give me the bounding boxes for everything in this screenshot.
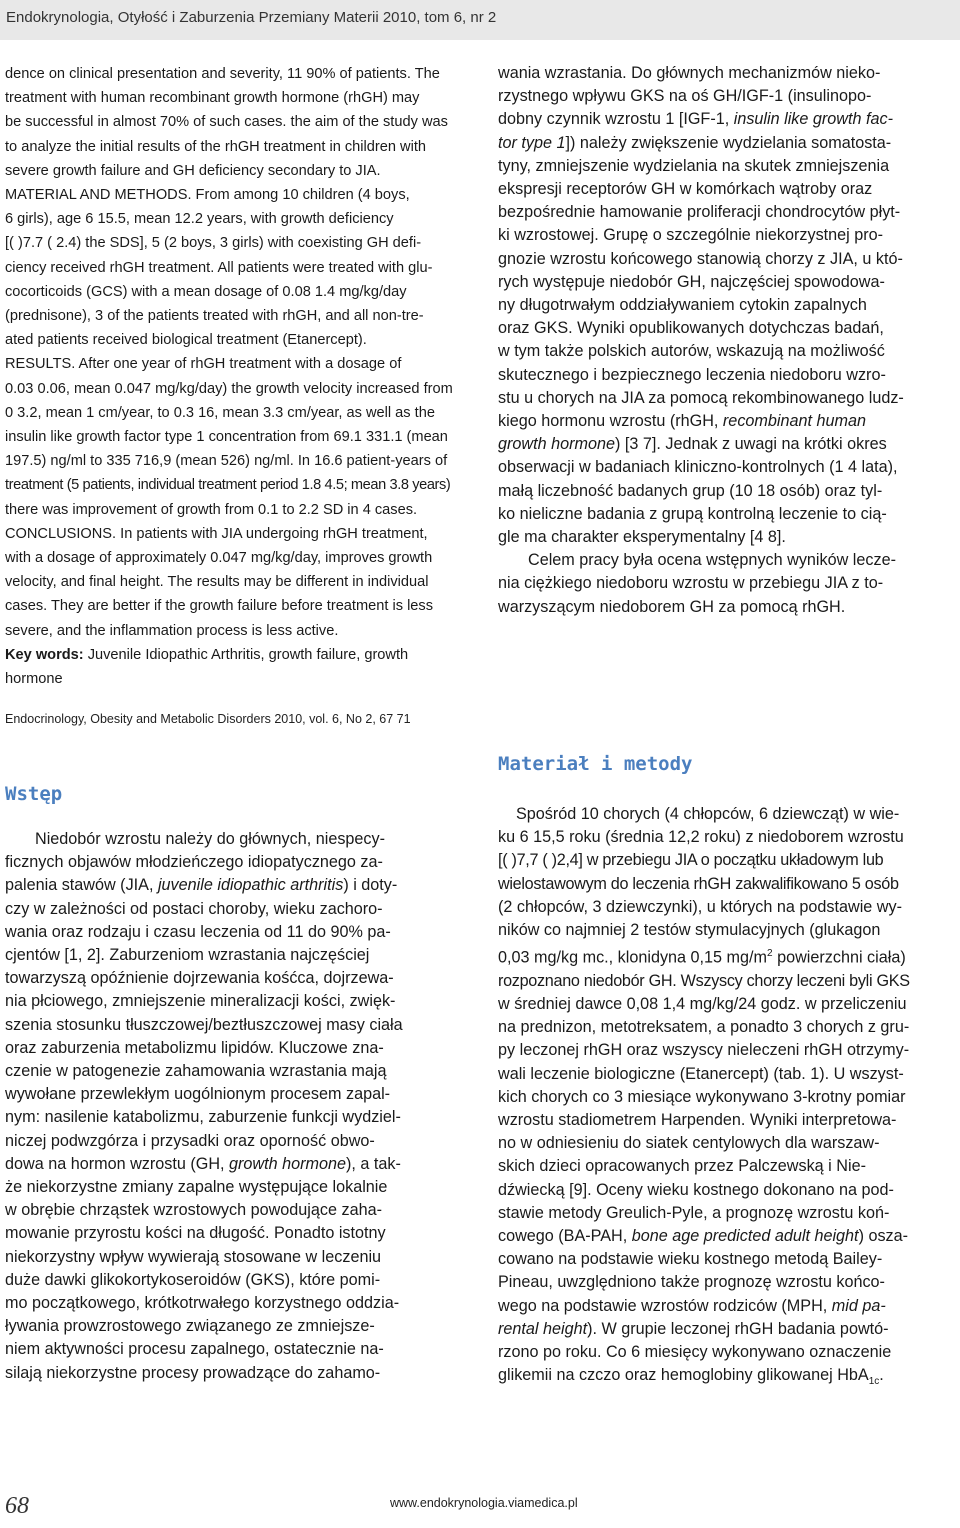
intro-line: nia płciowego, zmniejszenie mineralizacji kości, zwięk- [5, 992, 396, 1011]
abstract-line: dence on clinical presentation and severity, 11 90% of patients. The [5, 66, 440, 82]
abstract-line: ciency received rhGH treatment. All patients were treated with glu- [5, 259, 433, 276]
intro-line: cjentów [1, 2]. Zaburzeniom wzrastania najczęściej [5, 946, 370, 965]
intro-body [5, 828, 465, 1385]
abstract-line: severe, and the inflammation process is less active. [5, 622, 339, 639]
abstract-line: MATERIAL AND METHODS. From among 10 children (4 boys, [5, 187, 410, 204]
intro-line: skutecznego i bezpiecznego leczenia niedoboru wzro- [498, 365, 886, 384]
intro-line: wania oraz rodzaju i czasu leczenia od 11 do 90% pa- [5, 922, 391, 941]
intro-line: tyny, zmniejszenie wydzielania na skutek zmniejszenia [498, 156, 890, 175]
methods-line: rozpoznano niedobór GH. Wszyscy chorzy leczeni byli GKS [498, 971, 910, 990]
intro-line: Niedobór wzrostu należy do głównych, niespecy- [35, 830, 386, 848]
methods-line: (2 chłopców, 3 dziewczynki), u których na podstawie wy- [498, 897, 902, 916]
methods-text: powierzchni ciała) [772, 948, 906, 967]
keywords-text: Juvenile Idiopathic Arthritis, growth failure, growth [83, 646, 409, 663]
methods-heading: Materiał i metody [498, 753, 693, 775]
methods-line: skich dzieci opracowanych przez Palczewską i Nie- [498, 1157, 866, 1176]
intro-line: ny długotrwałym oddziaływaniem cytokin zapalnych [498, 296, 867, 315]
intro-line: mo początkowego, krótkotrwałego korzystnego oddzia- [5, 1294, 400, 1313]
intro-line: czenie w patogenezie zahamowania wzrastania mają [5, 1062, 387, 1081]
intro-line: niekorzystny wpływ wywierają stosowane w leczeniu [5, 1247, 382, 1266]
intro-line: dowa na hormon wzrostu (GH, growth hormone), a tak- [5, 1154, 401, 1173]
keywords [5, 643, 465, 667]
intro-line: palenia stawów (JIA, juvenile idiopathic arthritis) i doty- [5, 876, 398, 895]
abstract [5, 62, 465, 691]
methods-text: glikemii na czczo oraz hemoglobiny glikowanej HbA [498, 1366, 869, 1385]
methods-line: wali leczenie biologiczne (Etanercept) (tab. 1). U wszyst- [498, 1064, 904, 1083]
methods-line: wego na podstawie wzrostów rodziców (MPH, mid pa- [498, 1296, 886, 1315]
intro-line: małą liczebność badanych grup (10 18 osób) oraz tyl- [498, 481, 883, 500]
intro-line: rych występuje niedobór GH, najczęściej spowodowa- [498, 272, 885, 291]
journal-header [0, 0, 960, 40]
methods-line: w średniej dawce 0,08 1,4 mg/kg/24 godz. w przeliczeniu [498, 995, 907, 1014]
methods-body [498, 803, 956, 1394]
methods-line: ników co najmniej 2 testów stymulacyjnych (glukagon [498, 921, 881, 940]
methods-text: . [879, 1366, 884, 1385]
keywords-continued: hormone [5, 671, 63, 688]
abstract-line: be successful in almost 70% of such cases. the aim of the study was [5, 114, 448, 131]
intro-line: niczej podwzgórza i przysadki oraz oporność obwo- [5, 1131, 375, 1150]
methods-line: wzrostu stadiometrem Harpenden. Wyniki interpretowa- [498, 1111, 897, 1130]
intro-line: duże dawki glikokortykoseroidów (GKS), które pomi- [5, 1270, 381, 1289]
journal-header-title: Endokrynologia, Otyłość i Zaburzenia Przemiany Materii 2010, tom 6, nr 2 [6, 9, 497, 26]
abstract-line: 0.03 0.06, mean 0.047 mg/kg/day) the growth velocity increased from [5, 380, 453, 397]
methods-text: 0,03 mg/kg mc., klonidyna 0,15 mg/m [498, 948, 768, 967]
abstract-line: velocity, and final height. The results may be different in individual [5, 574, 429, 591]
abstract-line: RESULTS. After one year of rhGH treatment with a dosage of [5, 356, 402, 373]
abstract-line: cases. They are better if the growth failure before treatment is less [5, 598, 434, 615]
intro-line: growth hormone) [3 7]. Jednak z uwagi na krótki okres [498, 435, 887, 454]
abstract-line: insulin like growth factor type 1 concentration from 69.1 331.1 (mean [5, 429, 448, 446]
footer-url[interactable]: www.endokrynologia.viamedica.pl [390, 1496, 578, 1510]
intro-line: gle ma charakter eksperymentalny [4 8]. [498, 528, 786, 547]
intro-line: w obrębie chrząstek wzrostowych powodujące zaha- [5, 1201, 382, 1220]
methods-line: [( )7,7 ( )2,4] w przebiegu JIA o początku układowym lub [498, 851, 884, 870]
intro-line: w tym także polskich autorów, wskazują na możliwość [498, 342, 885, 361]
methods-line: cowego (BA-PAH, bone age predicted adult height) osza- [498, 1227, 909, 1246]
intro-line: czy w zależności od postaci choroby, wieku zachoro- [5, 899, 383, 918]
intro-line: rzystnego wpływu GKS na oś GH/IGF-1 (insulinopo- [498, 87, 872, 106]
abstract-line: to analyze the initial results of the rhGH treatment in children with [5, 138, 426, 155]
intro-line: bezpośrednie hamowanie proliferacji chondrocytów płyt- [498, 203, 901, 222]
intro-line: Celem pracy była ocena wstępnych wyników lecze- [528, 551, 896, 570]
abstract-line: 6 girls), age 6 15.5, mean 12.2 years, with growth deficiency [5, 211, 394, 228]
intro-line: ekspresji receptorów GH w komórkach wątroby oraz [498, 180, 873, 199]
methods-line: ku 6 15,5 roku (średnia 12,2 roku) z niedoborem wzrostu [498, 828, 904, 847]
abstract-line: 0 3.2, mean 1 cm/year, to 0.3 16, mean 3.3 cm/year, as well as the [5, 404, 435, 421]
intro-line: oraz GKS. Wyniki opublikowanych dotychczas badań, [498, 319, 884, 338]
abstract-line: ated patients received biological treatment (Etanercept). [5, 332, 367, 349]
intro-line: dobny czynnik wzrostu 1 [IGF-1, insulin like growth fac- [498, 110, 893, 129]
abstract-line: 197.5) ng/ml to 335 716,9 (mean 526) ng/ml. In 16.6 patient-years of [5, 453, 448, 470]
intro-line: nym: nasilenie katabolizmu, zaburzenie funkcji wydziel- [5, 1108, 401, 1127]
methods-line [498, 1364, 956, 1393]
intro-line: że niekorzystne zmiany zapalne występujące lokalnie [5, 1178, 388, 1197]
abstract-line: severe growth failure and GH deficiency secondary to JIA. [5, 162, 381, 179]
intro-line: wywołane przewlekłym uogólnionym procesem zapal- [5, 1085, 391, 1104]
methods-line: stawie metody Greulich-Pyle, a prognozę wzrostu koń- [498, 1203, 890, 1222]
methods-line: dźwiecką [9]. Oceny wieku kostnego dokonano na pod- [498, 1180, 894, 1199]
intro-line: nia ciężkiego niedoboru wzrostu w przebiegu JIA z to- [498, 574, 884, 593]
intro-line: oraz zaburzenia metabolizmu lipidów. Kluczowe zna- [5, 1038, 384, 1057]
abstract-line: [( )7.7 ( 2.4) the SDS], 5 (2 boys, 3 girls) with coexisting GH defi- [5, 235, 422, 252]
intro-line: stu u chorych na JIA za pomocą rekombinowanego ludz- [498, 388, 904, 407]
methods-line: py leczonej rhGH oraz wszyscy nieleczeni rhGH otrzymy- [498, 1041, 910, 1060]
methods-line: Pineau, uwzględniono także prognozę wzrostu końco- [498, 1273, 885, 1292]
intro-line: gnozie wzrostu końcowego stanowią chorzy z JIA, u któ- [498, 249, 903, 268]
abstract-line: cocorticoids (GCS) with a mean dosage of 0.08 1.4 mg/kg/day [5, 283, 407, 300]
intro-line: ko nieliczne badania z grupą kontrolną leczenie to cią- [498, 504, 887, 523]
intro-heading: Wstęp [5, 783, 63, 805]
intro-line: obserwacji w badaniach kliniczno-kontrolnych (1 4 lata), [498, 458, 898, 477]
intro-line: silają niekorzystne procesy prowadzące do zahamo- [5, 1363, 381, 1382]
intro-line: ływania prowzrostowego związanego ze zmniejsze- [5, 1317, 375, 1336]
keywords-label: Key words: [5, 646, 84, 663]
intro-continued [498, 62, 956, 619]
intro-line: niem aktywności procesu zapalnego, ostatecznie na- [5, 1340, 384, 1359]
intro-line: warzyszącym niedoborem GH za pomocą rhGH. [498, 597, 846, 616]
abstract-line: CONCLUSIONS. In patients with JIA undergoing rhGH treatment, [5, 525, 428, 542]
intro-line: ki wzrostowej. Grupę o szczególnie niekorzystnej pro- [498, 226, 884, 245]
methods-line: kich chorych co 3 miesiące wykonywano 3-krotny pomiar [498, 1087, 906, 1106]
intro-line: towarzyszą opóźnienie dojrzewania kośćca, dojrzewa- [5, 969, 394, 988]
subscript: 1c [868, 1376, 880, 1388]
intro-line: tor type 1]) należy zwiększenie wydzielania somatosta- [498, 133, 892, 152]
methods-line: Spośród 10 chorych (4 chłopców, 6 dziewcząt) w wie- [516, 805, 900, 823]
methods-line [498, 942, 956, 970]
abstract-line: there was improvement of growth from 0.1 to 2.2 SD in 4 cases. [5, 501, 418, 518]
page-number: 68 [5, 1493, 29, 1519]
intro-line: kiego hormonu wzrostu (rhGH, recombinant human [498, 412, 866, 431]
abstract-line: treatment (5 patients, individual treatment period 1.8 4.5; mean 3.8 years) [5, 477, 451, 494]
journal-citation: Endocrinology, Obesity and Metabolic Disorders 2010, vol. 6, No 2, 67 71 [5, 712, 411, 726]
methods-line: wielostawowym do leczenia rhGH zakwalifikowano 5 osób [498, 874, 899, 893]
methods-line: rental height). W grupie leczonej rhGH badania powtó- [498, 1319, 889, 1338]
methods-line: rzono po roku. Co 6 miesięcy wykonywano oznaczenie [498, 1343, 892, 1362]
intro-line: szenia stosunku tłuszczowej/beztłuszczowej masy ciała [5, 1015, 403, 1034]
intro-line: ficznych objawów młodzieńczego idiopatycznego za- [5, 853, 383, 872]
intro-line: wania wzrastania. Do głównych mechanizmów nieko- [498, 64, 881, 82]
intro-line: mowanie przyrostu kości na długość. Ponadto istotny [5, 1224, 386, 1243]
methods-line: na prednizon, metotreksatem, a ponadto 3 chorych z gru- [498, 1018, 910, 1037]
methods-line: no w odniesieniu do siatek centylowych dla warszaw- [498, 1134, 880, 1153]
superscript: 2 [767, 948, 773, 960]
abstract-line: with a dosage of approximately 0.047 mg/kg/day, improves growth [5, 550, 433, 567]
methods-line: cowano na podstawie wieku kostnego metodą Bailey- [498, 1250, 883, 1269]
abstract-line: (prednisone), 3 of the patients treated with rhGH, and all non-tre- [5, 308, 424, 325]
abstract-line: treatment with human recombinant growth hormone (rhGH) may [5, 90, 420, 107]
